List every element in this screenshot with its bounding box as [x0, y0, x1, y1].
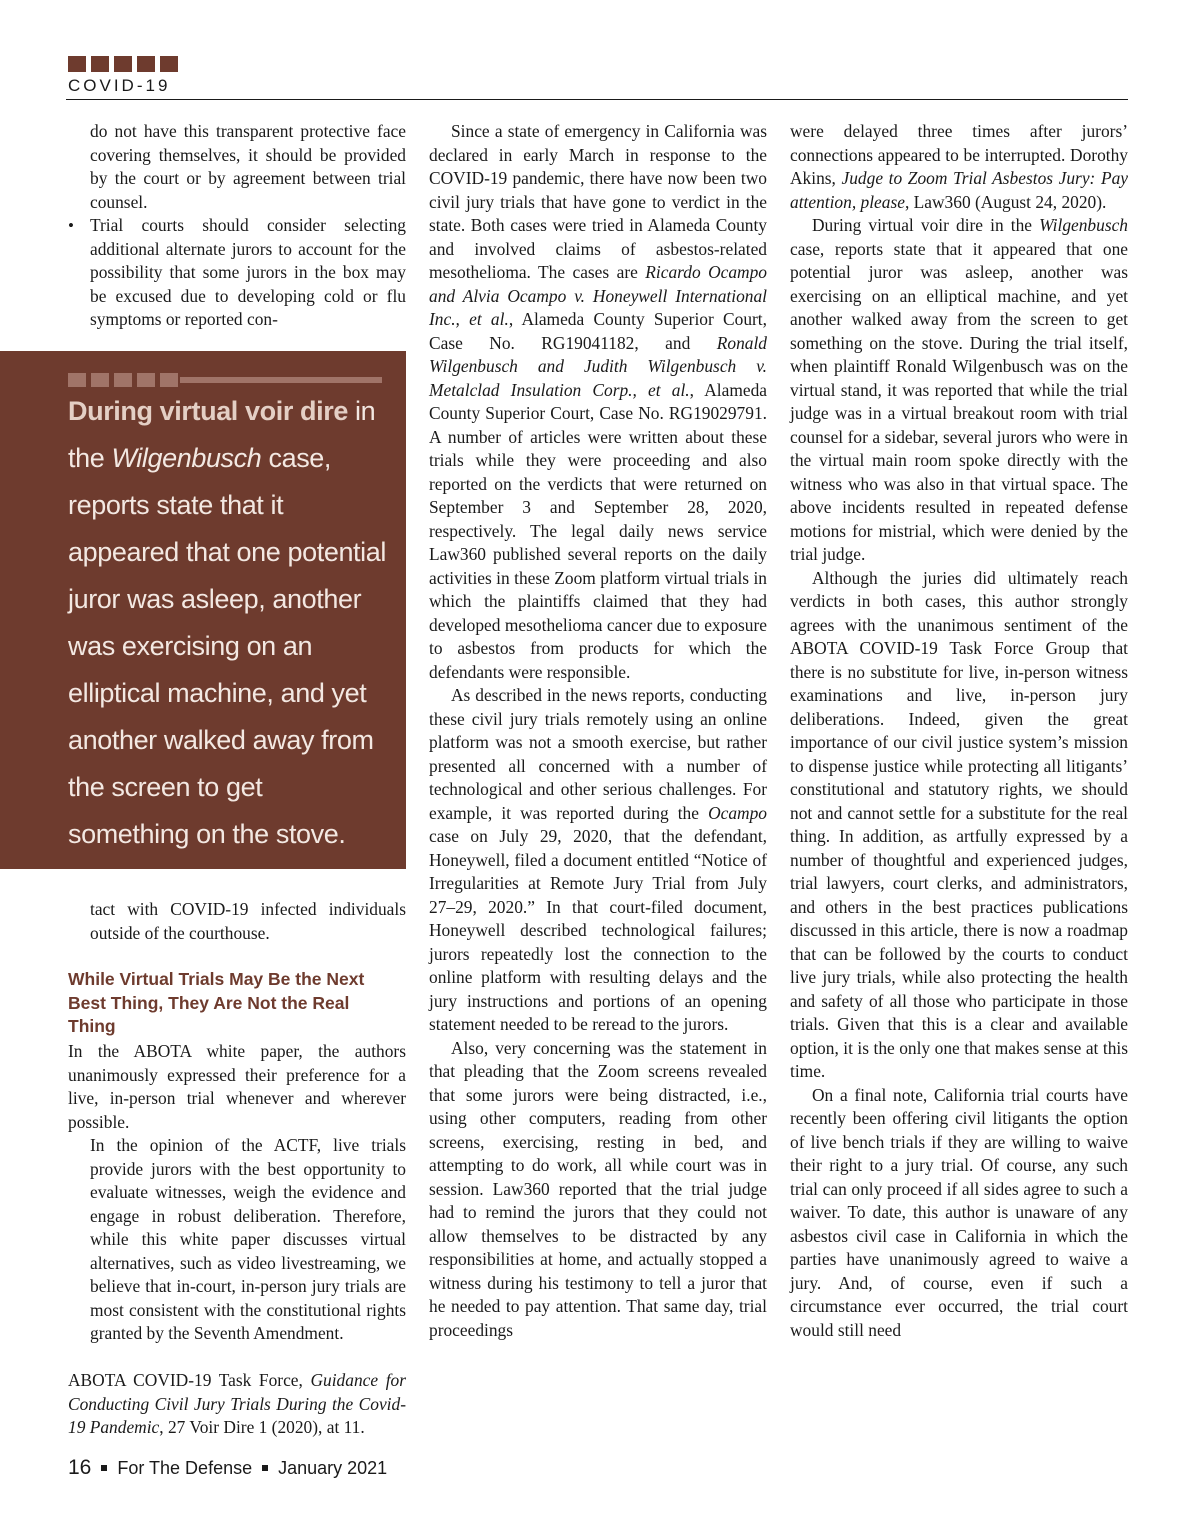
- right-para4: On a final note, California trial courts have recently been offering civil litigants the option of live bench trials if they are willing to waive their right to a jury trial. Of course, any such trial can only proceed if all sides agree to such a waiver. To date, this author is unaware of any asbestos civil case in California in which the parties have unanimously agreed to waive a jury. And, of course, even if such a circumstance ever occurred, the trial court would still need: [790, 1084, 1128, 1340]
- m-p2-a: As described in the news reports, conducting these civil jury trials remotely using an online platform was not a smooth exercise, but rather presented all concerned with a number of technological and other serious challenges. For example, it was reported during the: [429, 685, 767, 823]
- right-para1: [790, 120, 1128, 214]
- r-p1-title: Judge to Zoom Trial Asbestos Jury: Pay attention, please: [790, 168, 1128, 212]
- citation-title: Guidance for Conducting Civil Jury Trials During the Covid-19 Pandemic: [68, 1370, 406, 1437]
- r-p2-b: case, reports state that it appeared that one potential juror was asleep, another was exercising on an elliptical machine, and yet another walked away from the screen to get something on the stove. During the trial itself, when plaintiff Ronald Wilgenbusch was on the virtual stand, it was reported that while the trial judge was in a virtual breakout room with trial counsel for a sidebar, several jurors who were in the virtual main room spoke directly with the witness who was also in that virtual space. The above incidents resulted in repeated defense motions for mistrial, which were denied by the trial judge.: [790, 238, 1128, 564]
- m-p1-b: , Alameda County Superior Court, Case No. RG19041182, and: [429, 309, 767, 353]
- citation-suffix: , 27 Voir Dire 1 (2020), at 11.: [159, 1417, 365, 1437]
- footer-separator: [101, 1465, 107, 1471]
- block-quote: In the opinion of the ACTF, live trials provide jurors with the best opportunity to evaluate witnesses, weigh the evidence and engage in robust deliberation. Therefore, while this white paper discusses virtual alternatives, such as video livestreaming, we believe that in-court, in-person jury trials are most consistent with the constitutional rights granted by the Seventh Amendment.: [90, 1135, 406, 1343]
- m-p1-case1: Ricardo Ocampo and Alvia Ocampo v. Honeywell International Inc., et al.: [429, 262, 767, 329]
- r-p1-a: were delayed three times after jurors’ connections appeared to be interrupted. Dorothy Akins,: [790, 121, 1128, 188]
- pull-quote-text: [68, 388, 388, 858]
- page-footer: [68, 1456, 387, 1480]
- left-top-continuation: do not have this transparent protective face covering themselves, it should be provided by the court or by agreement between trial counsel.: [90, 121, 406, 212]
- header-decorative-squares: [68, 56, 178, 72]
- section-subheading: While Virtual Trials May Be the Next Best Thing, They Are Not the Real Thing: [68, 969, 365, 1036]
- right-para3: Although the juries did ultimately reach verdicts in both cases, this author strongly agrees with the unanimous sentiment of the ABOTA COVID-19 Task Force Group that there is no substitute for live, in-person witness examinations and live, in-person jury deliberations. Indeed, given the great importance of our civil justice system’s mission to dispense justice while protecting all litigants’ constitutional and statutory rights, we should not and cannot settle for a substitute for the real thing. In addition, as artfully expressed by a number of thoughtful and experienced judges, trial lawyers, court clerks, and administrators, and others in the best practices publications discussed in this article, there is now a roadmap that can be followed by the courts to conduct live jury trials, while also protecting the health and safety of all those who participate in those trials. Given that this is a clear and available option, it is the only one that makes sense at this time.: [790, 567, 1128, 1081]
- m-p2-b: case on July 29, 2020, that the defendant, Honeywell, filed a document entitled “Notice of Irregularities at Remote Jury Trial from July 27–29, 2020.” In that court-filed document, Honeywell described technological failures; jurors repeatedly lost the connection to the online platform with resulting delays and the jury instructions and portions of an opening statement needed to be reread to the jurors.: [429, 826, 767, 1034]
- m-p1-a: Since a state of emergency in California was declared in early March in response to the COVID-19 pandemic, there have now been two civil jury trials that have gone to verdict in the state. Both cases were tried in Alameda County and involved claims of asbestos-related mesothelioma. The cases are: [429, 121, 767, 282]
- m-p1-c: , Alameda County Superior Court, Case No. RG19029791. A number of articles were written about these trials while they were proceeding and also reported on the verdicts that were returned on September 3 and September 28, 2020, respectively. The legal daily news service Law360 published several reports on the daily activities in these Zoom platform virtual trials in which the plaintiffs claimed that they had developed mesothelioma cancer due to exposure to asbestos from products for which the defendants were responsible.: [429, 379, 767, 682]
- citation-prefix: ABOTA COVID-19 Task Force,: [68, 1370, 311, 1390]
- pull-quote-plain1: in the: [68, 396, 376, 473]
- citation: [68, 1369, 406, 1440]
- middle-para2: [429, 684, 767, 1037]
- m-p1-case2: Ronald Wilgenbusch and Judith Wilgenbusch v. Metalclad Insulation Corp., et al.: [429, 332, 767, 400]
- bullet-marker: •: [68, 216, 74, 235]
- r-p1-b: , Law360 (August 24, 2020).: [904, 191, 1107, 212]
- m-p2-case: Ocampo: [708, 802, 767, 823]
- section-label: COVID-19: [68, 76, 171, 95]
- pull-quote-italic: Wilgenbusch: [111, 443, 262, 473]
- pull-quote-squares: [68, 373, 178, 387]
- left-para1: In the ABOTA white paper, the authors unanimously expressed their preference for a live, in-person trial whenever and wherever possible.: [68, 1041, 406, 1132]
- middle-para3: Also, very concerning was the statement in that pleading that the Zoom screens revealed that some jurors were being distracted, i.e., using other computers, reading from other screens, exercising, resting in bed, and attempting to do work, all while court was in session. Law360 reported that the trial judge had to remind the jurors that they could not allow themselves to be distracted by any responsibilities at home, and actually stopped a witness during his testimony to tell a juror that he needed to pay attention. That same day, trial proceedings: [429, 1037, 767, 1340]
- middle-para1: [429, 120, 767, 684]
- right-para2: [790, 214, 1128, 567]
- middle-column: [429, 120, 767, 1342]
- right-column: [790, 120, 1128, 1342]
- issue-date: January 2021: [278, 1458, 388, 1478]
- r-p2-case: Wilgenbusch: [1039, 215, 1128, 235]
- r-p2-a: During virtual voir dire in the: [812, 215, 1040, 235]
- bullet-continuation: tact with COVID-19 infected individuals outside of the courthouse.: [90, 899, 406, 943]
- header-rule: [66, 99, 1128, 100]
- footer-separator: [262, 1465, 268, 1471]
- pull-quote-bar: [180, 377, 382, 383]
- pull-quote-bold: During virtual voir dire: [68, 396, 348, 426]
- pull-quote-plain2: case, reports state that it appeared that one potential juror was asleep, another was exercising on an elliptical machine, and yet another walked away from the screen to get something on the stove.: [68, 443, 386, 849]
- bullet-item: Trial courts should consider selecting additional alternate jurors to account for the possibility that some jurors in the box may be excused due to developing cold or flu symptoms or reported con-: [90, 215, 406, 329]
- publication-name: For The Defense: [117, 1458, 253, 1478]
- page-number: 16: [68, 1456, 92, 1479]
